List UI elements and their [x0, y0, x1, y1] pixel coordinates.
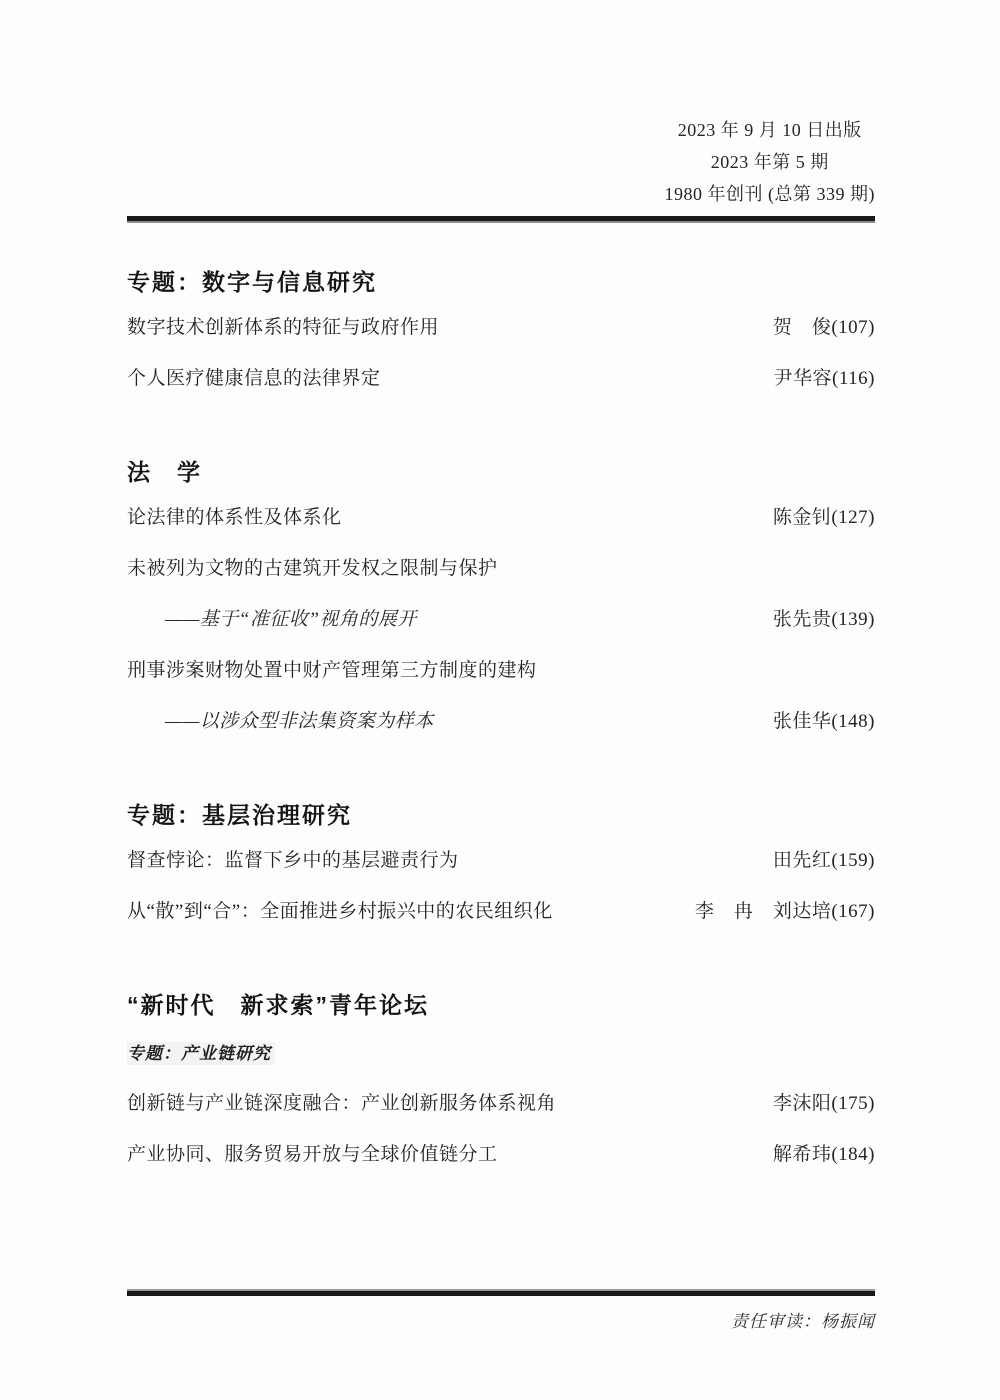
article-title: 创新链与产业链深度融合：产业创新服务体系视角 [127, 1093, 557, 1114]
section-heading-grassroots-governance: 专题：基层治理研究 [127, 802, 352, 828]
article-title: 论法律的体系性及体系化 [127, 507, 342, 528]
toc-entry [127, 366, 875, 392]
article-title: 产业协同、服务贸易开放与全球价值链分工 [127, 1144, 498, 1165]
page-number: (159) [831, 850, 875, 871]
page-number: (107) [831, 317, 875, 338]
author-name: 李沫阳 [772, 1093, 832, 1114]
toc-content [127, 0, 875, 1334]
toc-entry [127, 848, 875, 874]
bottom-double-rule [127, 1289, 875, 1296]
section-heading-youth-forum: “新时代 新求索”青年论坛 [127, 992, 429, 1018]
author-page [754, 366, 875, 392]
toc-entry [127, 1142, 875, 1168]
article-subtitle: ——以涉众型非法集资案为样本 [165, 711, 434, 732]
toc-entry [127, 1091, 875, 1117]
subsection-heading-industry-chain: 专题：产业链研究 [127, 1042, 875, 1066]
top-double-rule [127, 216, 875, 223]
author-name: 张佳华 [772, 711, 832, 732]
toc-entry-title-line [127, 556, 875, 582]
article-title: 督查悖论：监督下乡中的基层避责行为 [127, 850, 459, 871]
toc-entry-subtitle-line [127, 709, 875, 735]
article-title: 未被列为文物的古建筑开发权之限制与保护 [127, 558, 498, 579]
page-number: (139) [831, 609, 875, 630]
author-name: 张先贵 [772, 609, 832, 630]
article-title: 刑事涉案财物处置中财产管理第三方制度的建构 [127, 660, 537, 681]
article-title: 从“散”到“合”：全面推进乡村振兴中的农民组织化 [127, 901, 553, 922]
toc-entry-subtitle-line [127, 607, 875, 633]
author-name: 贺 俊 [772, 317, 832, 338]
page-number: (184) [831, 1144, 875, 1165]
author-name: 田先红 [772, 850, 832, 871]
author-page [753, 607, 875, 633]
toc-entry [127, 315, 875, 341]
author-name: 李 冉 刘达培 [694, 901, 832, 922]
author-page [753, 848, 875, 874]
section-heading-law: 法 学 [127, 459, 202, 485]
page-number: (148) [831, 711, 875, 732]
section-heading-digital-info: 专题：数字与信息研究 [127, 269, 377, 295]
article-title: 数字技术创新体系的特征与政府作用 [127, 317, 440, 338]
author-page [753, 315, 875, 341]
responsible-reviewer: 责任审读：杨振闻 [731, 1312, 875, 1331]
toc-entry [127, 899, 875, 925]
founding-info: 1980 年创刊 (总第 339 期) [664, 184, 875, 204]
author-page [753, 1091, 875, 1117]
page-number: (167) [831, 901, 875, 922]
author-page [753, 709, 875, 735]
issue-number: 2023 年第 5 期 [710, 152, 829, 172]
article-title: 个人医疗健康信息的法律界定 [127, 368, 381, 389]
article-subtitle: ——基于“准征收”视角的展开 [165, 609, 417, 630]
author-page [675, 899, 875, 925]
author-name: 解希玮 [772, 1144, 832, 1165]
page-number: (127) [831, 507, 875, 528]
page-number: (116) [832, 368, 875, 389]
page-number: (175) [831, 1093, 875, 1114]
publish-date: 2023 年 9 月 10 日出版 [677, 120, 862, 140]
author-name: 陈金钊 [772, 507, 832, 528]
author-page [753, 1142, 875, 1168]
publication-info [665, 114, 876, 210]
author-page [753, 505, 875, 531]
toc-entry-title-line [127, 658, 875, 684]
toc-entry [127, 505, 875, 531]
author-name: 尹华容 [773, 368, 833, 389]
